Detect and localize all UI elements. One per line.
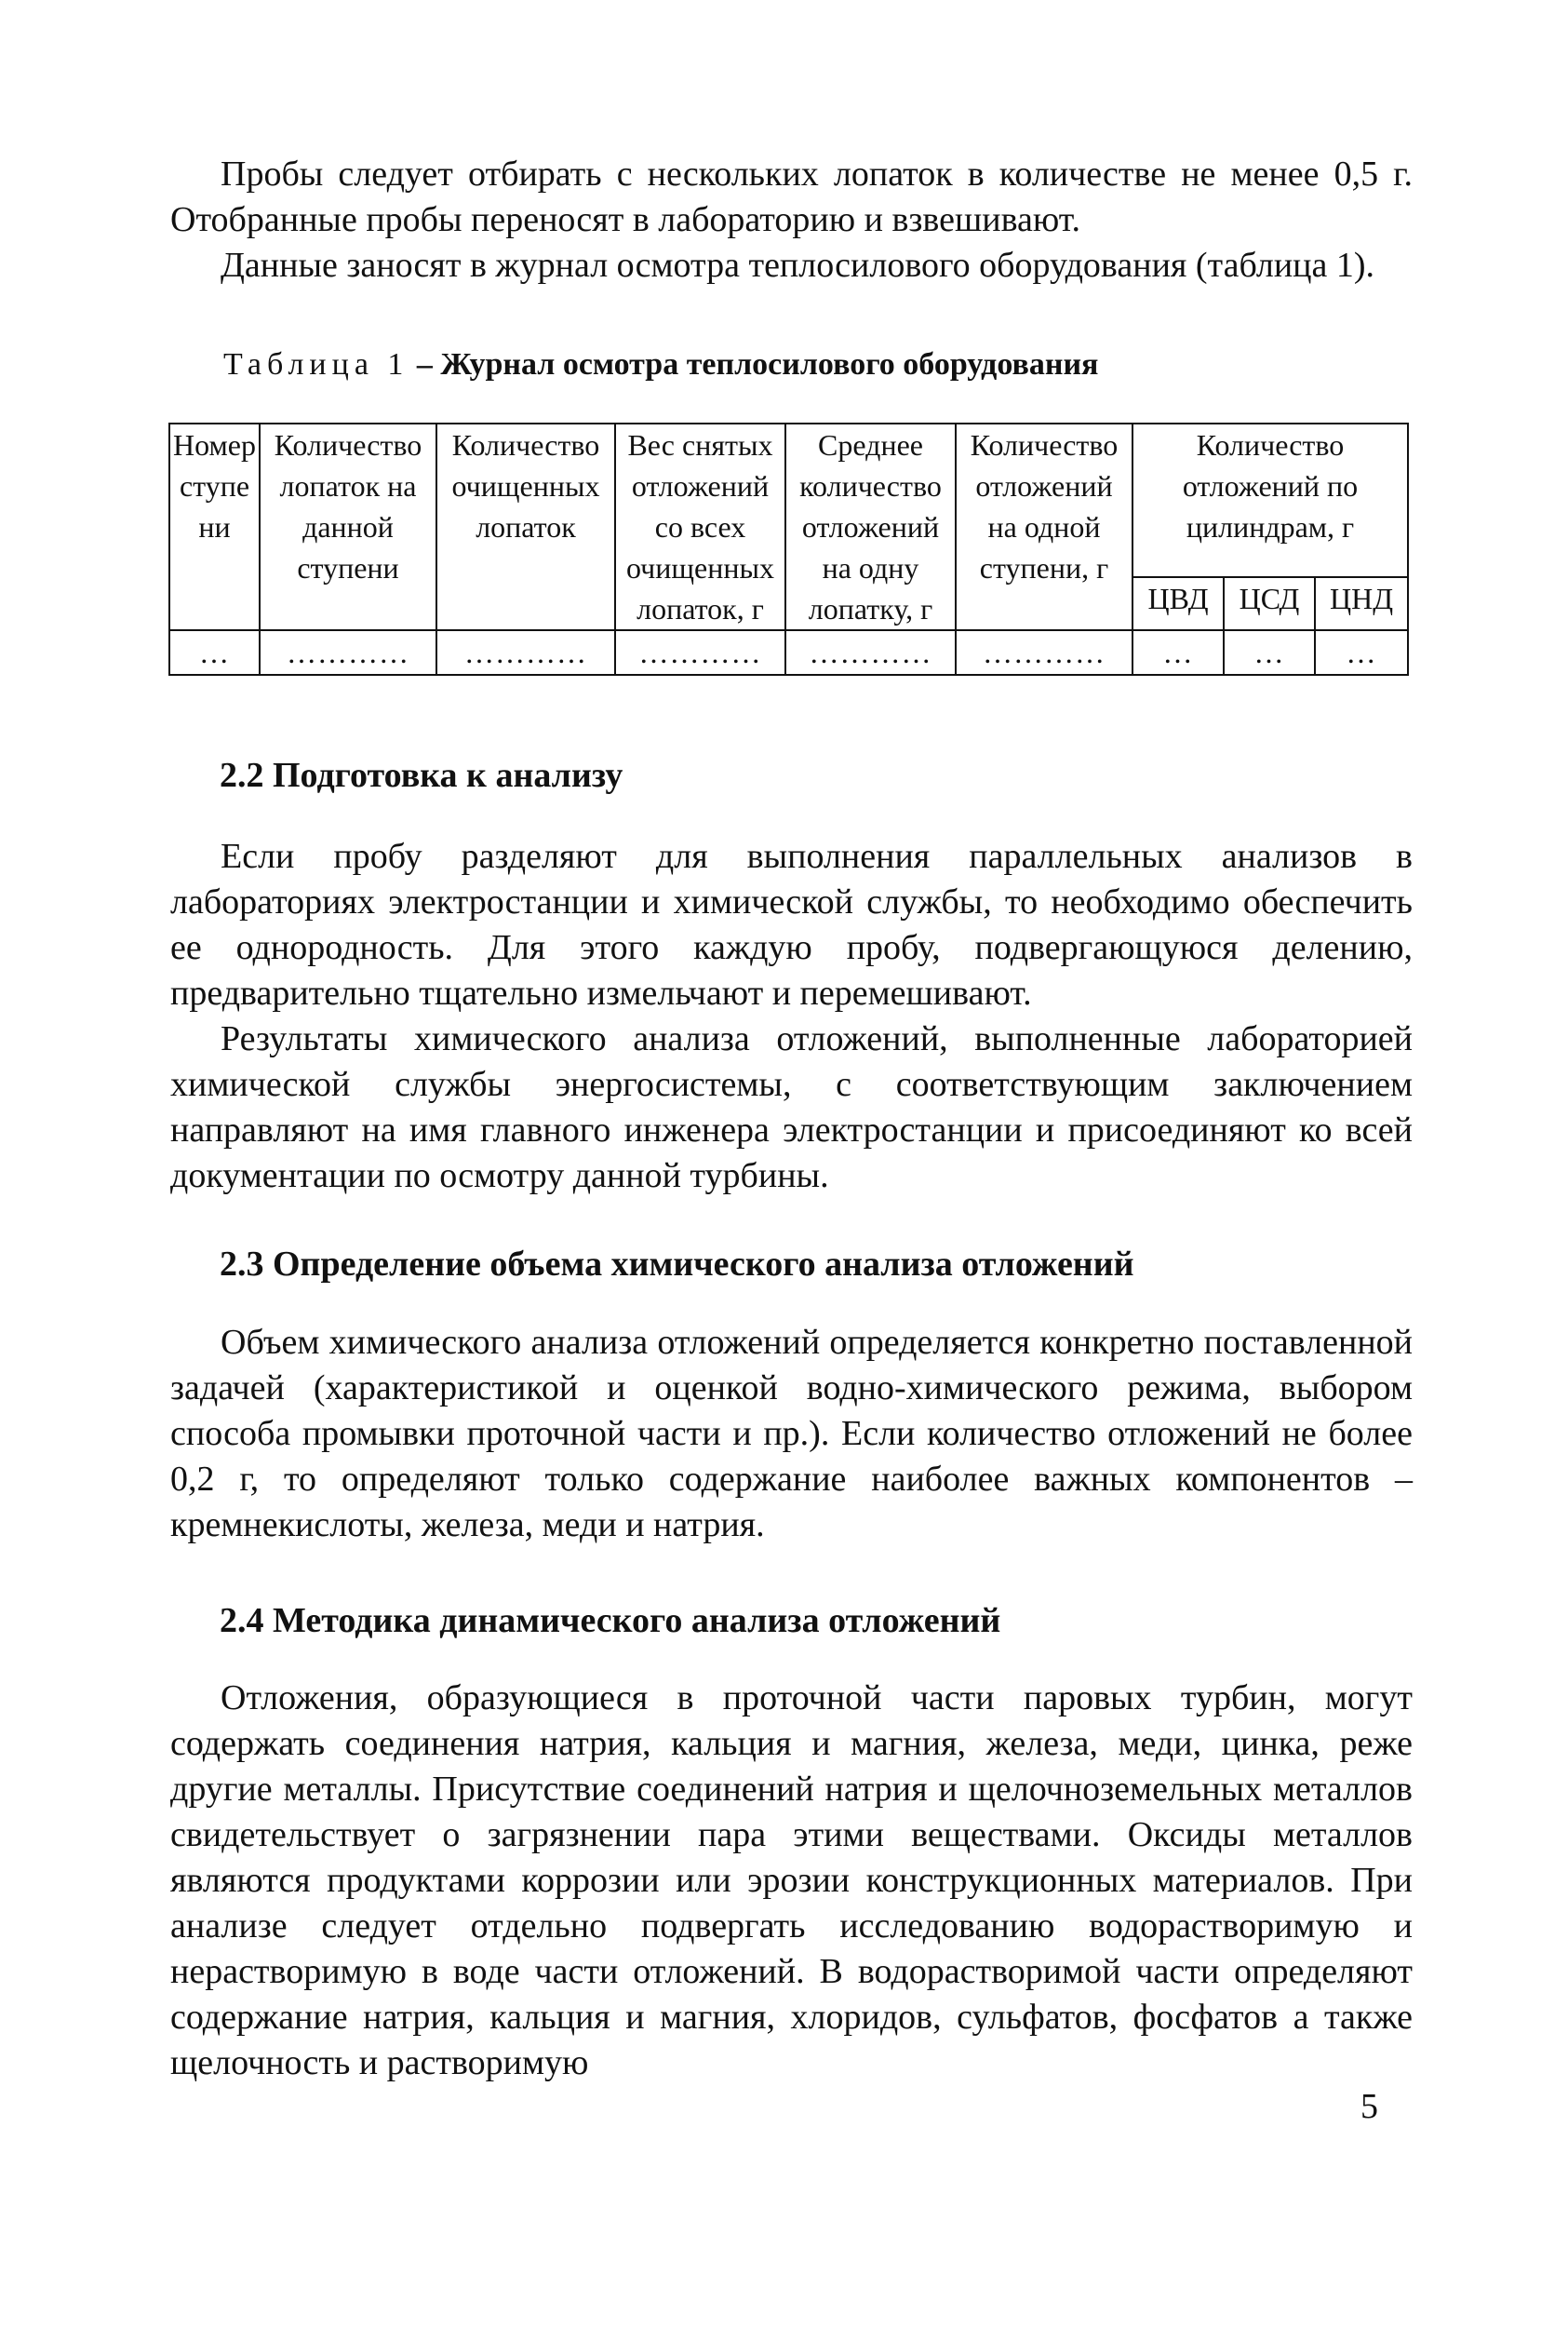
- table-cell: …………: [785, 630, 956, 675]
- paragraph: Если пробу разделяют для выполнения параллельных анализов в лабораториях электростанции и химической службы, то необходимо обеспечить ее однородность. Для этого каждую пробу, подвергающуюся делению, предварительно тщательно измельчают и перемешивают.: [170, 837, 1413, 1013]
- paragraph: Данные заносят в журнал осмотра теплосилового оборудования (таблица 1).: [221, 246, 1375, 285]
- table-cell: …: [1132, 630, 1224, 675]
- table-cell: …: [1315, 630, 1408, 675]
- paragraph: Объем химического анализа отложений определяется конкретно поставленной задачей (характеристикой и оценкой водно-химического режима, выбором способа промывки проточной части и пр.). Если количество отложений не более 0,2 г, то определяют только содержание наиболее важных компонентов – кремнекислоты, железа, меди и натрия.: [170, 1323, 1413, 1544]
- table-subheader-cell: ЦНД: [1315, 577, 1408, 630]
- table-header-cell: Количество отложений на одной ступени, г: [956, 424, 1132, 630]
- table-cell: …: [169, 630, 260, 675]
- table-header-cell: Количество отложений по цилиндрам, г: [1132, 424, 1408, 577]
- section-heading: 2.3 Определение объема химического анализа отложений: [220, 1245, 1134, 1284]
- table-subheader-cell: ЦВД: [1132, 577, 1224, 630]
- table-row: [169, 630, 1408, 675]
- table-subheader-cell: ЦСД: [1224, 577, 1315, 630]
- paragraph: Пробы следует отбирать с нескольких лопаток в количестве не менее 0,5 г. Отобранные пробы переносят в лабораторию и взвешивают.: [170, 155, 1413, 239]
- page-number: 5: [1360, 2087, 1378, 2126]
- table-cell: …………: [436, 630, 615, 675]
- table-caption-label: Таблица 1: [223, 347, 409, 382]
- table-header-cell: Количество очищенных лопаток: [436, 424, 615, 630]
- table-header-cell: Номер ступени: [169, 424, 260, 630]
- table-caption: [223, 344, 1098, 385]
- table-header-cell: Вес снятых отложений со всех очищенных лопаток, г: [615, 424, 785, 630]
- table-cell: …: [1224, 630, 1315, 675]
- inspection-journal-table: [168, 423, 1409, 676]
- section-heading: 2.2 Подготовка к анализу: [220, 756, 623, 795]
- table-cell: …………: [615, 630, 785, 675]
- paragraph: Отложения, образующиеся в проточной части паровых турбин, могут содержать соединения натрия, кальция и магния, железа, меди, цинка, реже другие металлы. Присутствие соединений натрия и щелочноземельных металлов свидетельствует о загрязнении пара этими веществами. Оксиды металлов являются продуктами коррозии или эрозии конструкционных материалов. При анализе следует отдельно подвергать исследованию водорастворимую и нерастворимую в воде части отложений. В водорастворимой части определяют содержание натрия, кальция и магния, хлоридов, сульфатов, фосфатов а также щелочность и растворимую: [170, 1678, 1413, 2082]
- intro-text: [170, 152, 1413, 289]
- section-text: [170, 1676, 1413, 2086]
- table-cell: …………: [956, 630, 1132, 675]
- table-header-cell: Количество лопаток на данной ступени: [260, 424, 436, 630]
- table-caption-title: – Журнал осмотра теплосилового оборудования: [409, 347, 1099, 382]
- section-text: [170, 1320, 1413, 1548]
- section-heading: 2.4 Методика динамического анализа отложений: [220, 1601, 1001, 1640]
- table-header-cell: Среднее количество отложений на одну лопатку, г: [785, 424, 956, 630]
- table-cell: …………: [260, 630, 436, 675]
- paragraph: Результаты химического анализа отложений, выполненные лабораторией химической службы энергосистемы, с соответствующим заключением направляют на имя главного инженера электростанции и присоединяют ко всей документации по осмотру данной турбины.: [170, 1019, 1413, 1195]
- section-text: [170, 834, 1413, 1199]
